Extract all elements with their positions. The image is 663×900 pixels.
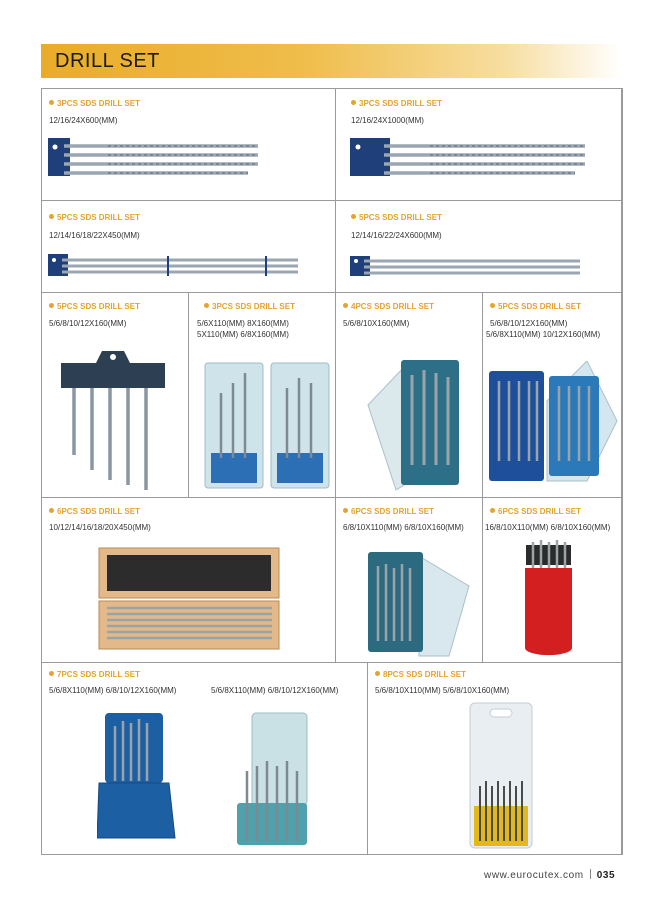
section-banner <box>41 44 621 78</box>
long-drill-bits-image <box>350 253 585 281</box>
product-spec: 16/8/10X110(MM) 6/8/10X160(MM) <box>485 523 611 532</box>
drill-case-image <box>366 355 476 495</box>
page-title: DRILL SET <box>55 50 160 72</box>
product-spec: 10/12/14/16/18/20X450(MM) <box>49 523 151 532</box>
product-cell[interactable] <box>336 293 483 498</box>
product-grid <box>41 88 623 855</box>
product-spec: 12/14/16/18/22X450(MM) <box>49 231 140 240</box>
product-spec: 5/6X110(MM) 8X160(MM) <box>197 319 289 328</box>
footer-divider <box>590 869 591 879</box>
page-number: 035 <box>596 870 616 881</box>
drill-hanger-image <box>56 345 171 495</box>
product-title: 6PCS SDS DRILL SET <box>490 507 581 516</box>
product-spec: 5/6/8X110(MM) 6/8/10/12X160(MM) <box>49 686 177 695</box>
product-cell[interactable] <box>336 89 622 201</box>
product-spec: 6/8/10X110(MM) 6/8/10X160(MM) <box>343 523 464 532</box>
product-title: 6PCS SDS DRILL SET <box>343 507 434 516</box>
product-title: 5PCS SDS DRILL SET <box>351 213 442 222</box>
product-cell[interactable] <box>368 663 622 855</box>
drill-case-image <box>97 711 177 846</box>
website-url[interactable]: www.eurocutex.com <box>484 870 584 881</box>
wooden-case-image <box>97 546 282 652</box>
long-drill-bits-image <box>350 133 590 183</box>
drill-hanger-image <box>466 701 536 851</box>
product-spec: 5/6/8X110(MM) 6/8/10/12X160(MM) <box>211 686 339 695</box>
long-drill-bits-image <box>48 133 263 183</box>
drill-case-image <box>203 358 333 493</box>
product-title: 5PCS SDS DRILL SET <box>49 302 140 311</box>
drill-case-image <box>487 361 619 491</box>
product-spec: 12/16/24X1000(MM) <box>351 116 424 125</box>
product-title: 5PCS SDS DRILL SET <box>49 213 140 222</box>
product-spec: 5X110(MM) 6/8X160(MM) <box>197 330 289 339</box>
product-cell[interactable] <box>42 293 189 498</box>
product-cell[interactable] <box>336 498 483 663</box>
product-spec: 5/6/8/10X160(MM) <box>343 319 410 328</box>
product-spec: 5/6/8/10X110(MM) 5/6/8/10X160(MM) <box>375 686 510 695</box>
product-title: 3PCS SDS DRILL SET <box>204 302 295 311</box>
product-cell[interactable] <box>336 201 622 293</box>
product-cell[interactable] <box>483 498 622 663</box>
product-cell[interactable] <box>483 293 622 498</box>
product-spec: 5/6/8/10/12X160(MM) <box>49 319 127 328</box>
product-spec: 12/14/16/22/24X600(MM) <box>351 231 442 240</box>
product-cell[interactable] <box>42 89 336 201</box>
page-footer <box>484 869 615 881</box>
product-title: 6PCS SDS DRILL SET <box>49 507 140 516</box>
product-spec: 5/6/8/10/12X160(MM) <box>490 319 568 328</box>
product-title: 5PCS SDS DRILL SET <box>490 302 581 311</box>
product-title: 4PCS SDS DRILL SET <box>343 302 434 311</box>
drill-tube-image <box>521 540 576 658</box>
drill-case-image <box>364 546 474 658</box>
product-cell[interactable] <box>42 663 368 855</box>
product-spec: 5/6/8X110(MM) 10/12X160(MM) <box>486 330 601 339</box>
product-cell[interactable] <box>42 498 336 663</box>
product-title: 7PCS SDS DRILL SET <box>49 670 140 679</box>
product-cell[interactable] <box>189 293 336 498</box>
drill-case-image <box>232 711 317 849</box>
product-cell[interactable] <box>42 201 336 293</box>
product-spec: 12/16/24X600(MM) <box>49 116 118 125</box>
product-title: 8PCS SDS DRILL SET <box>375 670 466 679</box>
long-drill-bits-image <box>48 251 303 281</box>
product-title: 3PCS SDS DRILL SET <box>351 99 442 108</box>
product-title: 3PCS SDS DRILL SET <box>49 99 140 108</box>
